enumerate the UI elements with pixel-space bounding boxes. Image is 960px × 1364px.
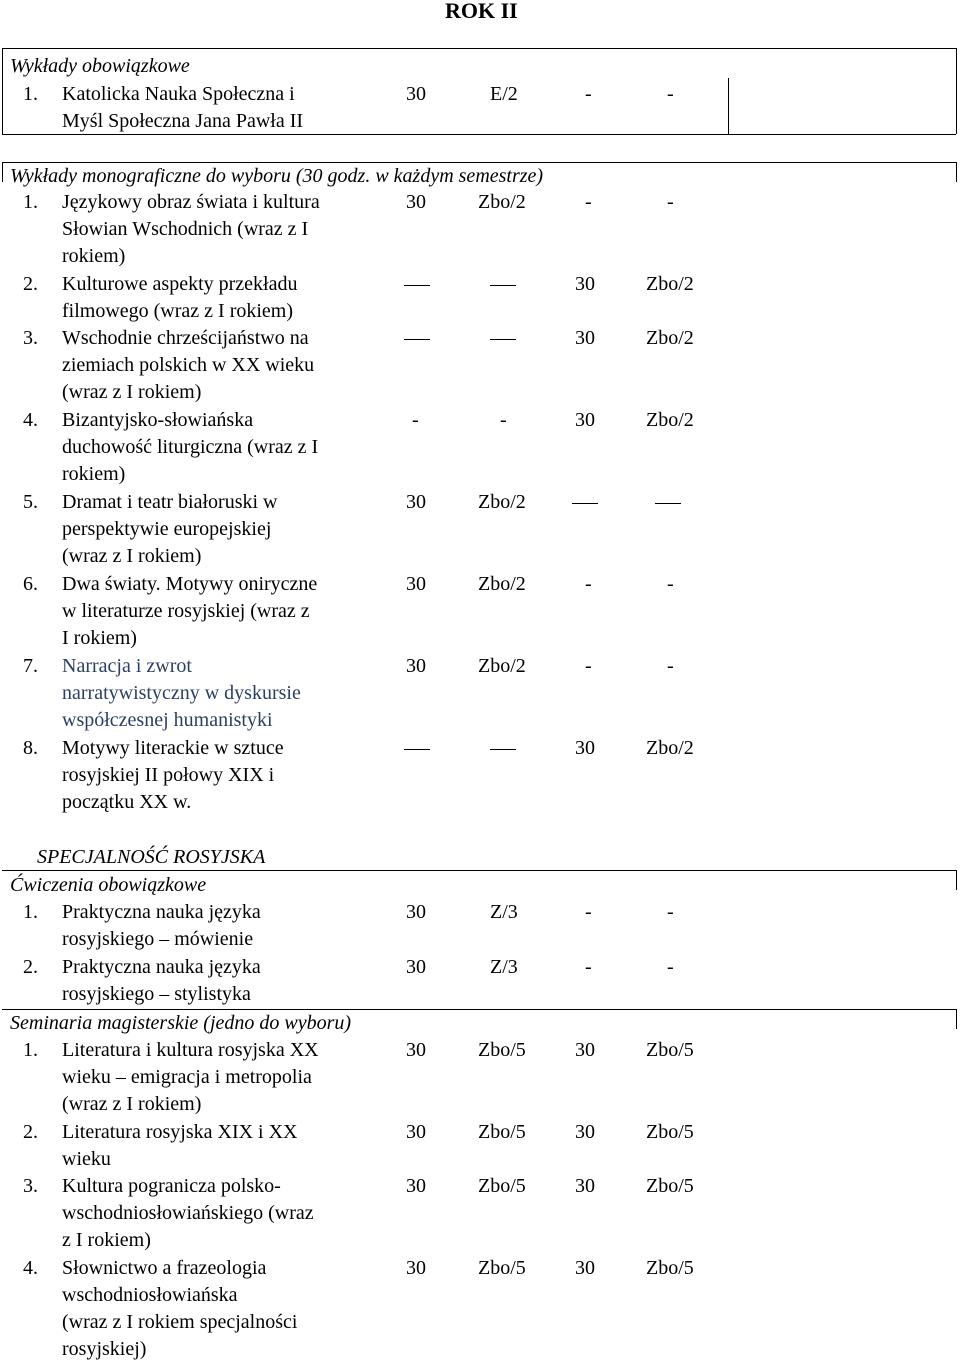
- hours-sem1: 30: [406, 1257, 426, 1279]
- hours-sem1: 30: [406, 573, 426, 595]
- course-title: z I rokiem): [62, 1229, 151, 1251]
- credit-sem2: Zbo/5: [646, 1175, 694, 1197]
- course-title: perspektywie europejskiej: [62, 518, 272, 540]
- course-title: filmowego (wraz z I rokiem): [62, 300, 294, 322]
- table-rule: [956, 870, 957, 890]
- hours-sem2: -: [585, 573, 592, 595]
- table-rule: [728, 78, 729, 134]
- specialty-title: SPECJALNOŚĆ ROSYJSKA: [37, 846, 266, 868]
- row-number: 7.: [23, 655, 38, 677]
- course-title: Dramat i teatr białoruski w: [62, 491, 278, 513]
- credit-sem1: Zbo/2: [478, 655, 526, 677]
- course-title: (wraz z I rokiem): [62, 381, 202, 403]
- course-title: Dwa światy. Motywy oniryczne: [62, 573, 318, 595]
- course-title: rosyjskiej II połowy XIX i: [62, 764, 275, 786]
- row-number: 3.: [23, 327, 38, 349]
- credit-sem2: -: [667, 901, 674, 923]
- hours-sem2: 30: [575, 409, 595, 431]
- hours-sem2: 30: [575, 737, 595, 759]
- hours-sem2: -: [585, 901, 592, 923]
- course-title: Słownictwo a frazeologia: [62, 1257, 267, 1279]
- course-title: Praktyczna nauka języka: [62, 901, 261, 923]
- table-rule: [2, 48, 956, 49]
- credit-sem1: -: [500, 409, 507, 431]
- row-number: 4.: [23, 409, 38, 431]
- credit-sem1: Zbo/5: [478, 1121, 526, 1143]
- section-heading: Seminaria magisterskie (jedno do wyboru): [10, 1012, 352, 1034]
- empty-dash: [490, 339, 516, 340]
- row-number: 2.: [23, 956, 38, 978]
- hours-sem2: -: [585, 191, 592, 213]
- credit-sem2: Zbo/2: [646, 409, 694, 431]
- row-number: 4.: [23, 1257, 38, 1279]
- credit-sem1: Zbo/2: [478, 491, 526, 513]
- course-title: Kulturowe aspekty przekładu: [62, 273, 298, 295]
- hours-sem1: 30: [406, 191, 426, 213]
- course-title: współczesnej humanistyki: [62, 709, 273, 731]
- course-title: wschodniosłowiańskiego (wraz: [62, 1202, 314, 1224]
- table-rule: [2, 1009, 956, 1010]
- credit-sem2: -: [667, 956, 674, 978]
- row-number: 5.: [23, 491, 38, 513]
- course-title: ziemiach polskich w XX wieku: [62, 354, 315, 376]
- table-rule: [2, 162, 956, 163]
- course-title: wieku: [62, 1148, 111, 1170]
- course-title: Językowy obraz świata i kultura: [62, 191, 320, 213]
- course-title: Słowian Wschodnich (wraz z I: [62, 218, 309, 240]
- credit-sem2: -: [667, 573, 674, 595]
- credit-sem1: Zbo/2: [478, 191, 526, 213]
- credit-sem2: Zbo/5: [646, 1257, 694, 1279]
- row-number: 1.: [23, 1039, 38, 1061]
- section-heading: Ćwiczenia obowiązkowe: [10, 874, 207, 896]
- empty-dash: [404, 339, 430, 340]
- hours-sem2: 30: [575, 1039, 595, 1061]
- course-title: Praktyczna nauka języka: [62, 956, 261, 978]
- empty-dash: [490, 285, 516, 286]
- section-heading: Wykłady monograficzne do wyboru (30 godz. w każdym semestrze): [10, 165, 544, 187]
- course-title: (wraz z I rokiem specjalności: [62, 1311, 298, 1333]
- table-rule: [956, 48, 957, 134]
- hours-sem1: 30: [406, 1121, 426, 1143]
- row-number: 3.: [23, 1175, 38, 1197]
- course-title: rokiem): [62, 245, 126, 267]
- course-title: (wraz z I rokiem): [62, 1093, 202, 1115]
- row-number: 6.: [23, 573, 38, 595]
- credit-sem1: Zbo/2: [478, 573, 526, 595]
- hours-sem2: -: [585, 655, 592, 677]
- course-title: wschodniosłowiańska: [62, 1284, 238, 1306]
- hours-sem2: -: [585, 956, 592, 978]
- course-title: wieku – emigracja i metropolia: [62, 1066, 312, 1088]
- credit-sem2: Zbo/5: [646, 1039, 694, 1061]
- course-title: w literaturze rosyjskiej (wraz z: [62, 600, 310, 622]
- course-title: Katolicka Nauka Społeczna i: [62, 83, 295, 105]
- course-title: Literatura rosyjska XIX i XX: [62, 1121, 298, 1143]
- empty-dash: [404, 285, 430, 286]
- section-heading: Wykłady obowiązkowe: [10, 55, 190, 77]
- hours-sem2: 30: [575, 327, 595, 349]
- table-rule: [956, 1009, 957, 1029]
- hours-sem1: 30: [406, 83, 426, 105]
- row-number: 1.: [23, 191, 38, 213]
- course-title: początku XX w.: [62, 791, 192, 813]
- credit-sem2: Zbo/2: [646, 737, 694, 759]
- empty-dash: [572, 503, 598, 504]
- table-rule: [2, 48, 3, 134]
- course-title: Narracja i zwrot: [62, 655, 192, 677]
- credit-sem1: E/2: [490, 83, 518, 105]
- course-title: rosyjskiej): [62, 1338, 147, 1360]
- hours-sem1: 30: [406, 491, 426, 513]
- course-title: Bizantyjsko-słowiańska: [62, 409, 254, 431]
- row-number: 1.: [23, 901, 38, 923]
- hours-sem1: 30: [406, 1039, 426, 1061]
- row-number: 1.: [23, 83, 38, 105]
- empty-dash: [655, 503, 681, 504]
- course-title: Myśl Społeczna Jana Pawła II: [62, 110, 304, 132]
- course-title: Wschodnie chrześcijaństwo na: [62, 327, 309, 349]
- course-title: (wraz z I rokiem): [62, 545, 202, 567]
- hours-sem2: 30: [575, 273, 595, 295]
- empty-dash: [404, 749, 430, 750]
- hours-sem1: 30: [406, 901, 426, 923]
- row-number: 2.: [23, 1121, 38, 1143]
- hours-sem1: 30: [406, 1175, 426, 1197]
- credit-sem1: Zbo/5: [478, 1039, 526, 1061]
- credit-sem2: -: [667, 655, 674, 677]
- hours-sem1: -: [412, 409, 419, 431]
- course-title: rosyjskiego – stylistyka: [62, 983, 251, 1005]
- table-rule: [2, 134, 956, 135]
- credit-sem1: Z/3: [490, 956, 518, 978]
- credit-sem1: Z/3: [490, 901, 518, 923]
- page-header: ROK II: [445, 0, 518, 23]
- course-title: rosyjskiego – mówienie: [62, 928, 254, 950]
- course-title: duchowość liturgiczna (wraz z I: [62, 436, 319, 458]
- table-rule: [2, 162, 3, 182]
- table-rule: [2, 870, 956, 871]
- course-title: Motywy literackie w sztuce: [62, 737, 284, 759]
- course-title: Literatura i kultura rosyjska XX: [62, 1039, 319, 1061]
- credit-sem2: -: [667, 191, 674, 213]
- hours-sem1: 30: [406, 956, 426, 978]
- empty-dash: [490, 749, 516, 750]
- hours-sem1: 30: [406, 655, 426, 677]
- table-rule: [956, 162, 957, 182]
- hours-sem2: 30: [575, 1121, 595, 1143]
- course-title: rokiem): [62, 463, 126, 485]
- hours-sem2: 30: [575, 1175, 595, 1197]
- credit-sem2: Zbo/5: [646, 1121, 694, 1143]
- credit-sem2: Zbo/2: [646, 327, 694, 349]
- course-title: I rokiem): [62, 627, 137, 649]
- credit-sem2: -: [667, 83, 674, 105]
- credit-sem1: Zbo/5: [478, 1257, 526, 1279]
- credit-sem2: Zbo/2: [646, 273, 694, 295]
- hours-sem2: 30: [575, 1257, 595, 1279]
- row-number: 2.: [23, 273, 38, 295]
- credit-sem1: Zbo/5: [478, 1175, 526, 1197]
- hours-sem2: -: [585, 83, 592, 105]
- course-title: Kultura pogranicza polsko-: [62, 1175, 281, 1197]
- course-title: narratywistyczny w dyskursie: [62, 682, 301, 704]
- row-number: 8.: [23, 737, 38, 759]
